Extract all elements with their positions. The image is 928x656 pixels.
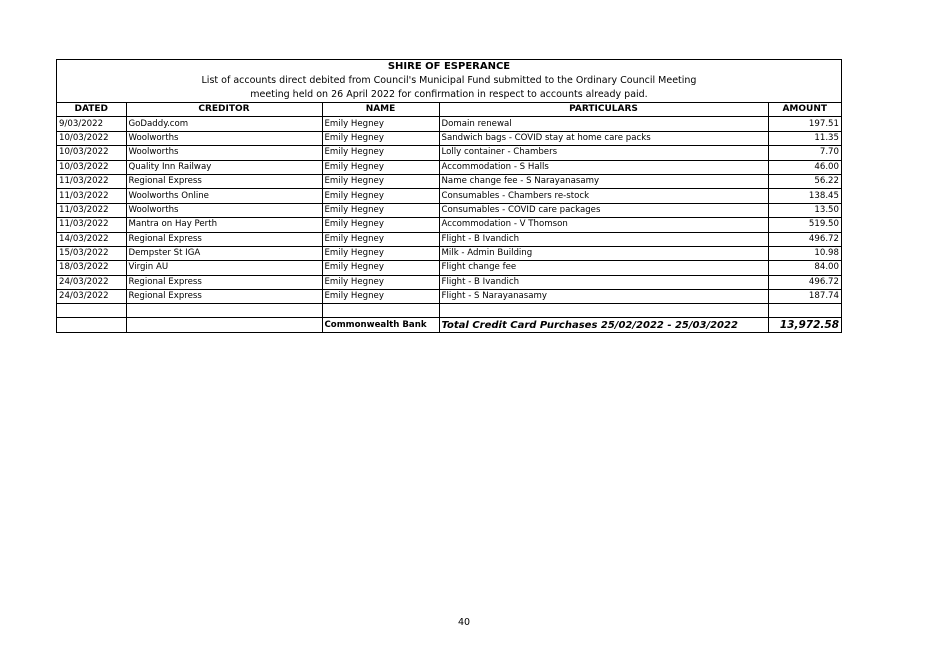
table-row [57,174,841,188]
table-row [57,203,841,217]
blank-cell [768,304,841,318]
cell-name: Emily Hegney [322,218,439,232]
cell-particulars: Flight - S Narayanasamy [439,290,768,304]
table-row [57,117,841,131]
cell-dated: 10/03/2022 [57,146,126,160]
cell-particulars: Flight change fee [439,261,768,275]
blank-cell [126,304,322,318]
report-subtitle-line1: List of accounts direct debited from Council's Municipal Fund submitted to the Ordinary Council Meeting [201,75,697,86]
cell-amount: 46.00 [768,160,841,174]
blank-row [57,304,841,318]
cell-creditor: Virgin AU [126,261,322,275]
table-row [57,160,841,174]
table-row [57,246,841,260]
table-row [57,218,841,232]
cell-creditor: Dempster St IGA [126,246,322,260]
cell-amount: 11.35 [768,131,841,145]
cell-name: Emily Hegney [322,275,439,289]
table-row [57,232,841,246]
cell-particulars: Name change fee - S Narayanasamy [439,174,768,188]
cell-amount: 197.51 [768,117,841,131]
column-header-particulars: PARTICULARS [439,103,768,117]
cell-amount: 496.72 [768,232,841,246]
cell-creditor: Quality Inn Railway [126,160,322,174]
blank-cell [322,304,439,318]
cell-dated: 10/03/2022 [57,131,126,145]
column-header-amount: AMOUNT [768,103,841,117]
cell-name: Emily Hegney [322,189,439,203]
total-name: Commonwealth Bank [322,318,439,333]
table-body [57,117,841,333]
cell-dated: 11/03/2022 [57,218,126,232]
cell-name: Emily Hegney [322,117,439,131]
cell-dated: 11/03/2022 [57,203,126,217]
report-title: SHIRE OF ESPERANCE [387,61,511,72]
column-header-dated: DATED [57,103,126,117]
cell-amount: 84.00 [768,261,841,275]
cell-name: Emily Hegney [322,261,439,275]
cell-amount: 496.72 [768,275,841,289]
column-header-creditor: CREDITOR [126,103,322,117]
table-row [57,131,841,145]
cell-dated: 15/03/2022 [57,246,126,260]
cell-creditor: Woolworths [126,131,322,145]
blank-cell [126,318,322,333]
report-header [57,60,841,102]
cell-amount: 138.45 [768,189,841,203]
cell-amount: 10.98 [768,246,841,260]
cell-name: Emily Hegney [322,203,439,217]
page-number: 40 [457,617,471,628]
cell-name: Emily Hegney [322,232,439,246]
cell-dated: 18/03/2022 [57,261,126,275]
total-amount: 13,972.58 [768,318,841,333]
column-header-name: NAME [322,103,439,117]
cell-particulars: Sandwich bags - COVID stay at home care packs [439,131,768,145]
blank-cell [57,318,126,333]
cell-particulars: Consumables - Chambers re-stock [439,189,768,203]
cell-dated: 24/03/2022 [57,275,126,289]
cell-amount: 187.74 [768,290,841,304]
cell-name: Emily Hegney [322,246,439,260]
cell-amount: 519.50 [768,218,841,232]
table-row [57,189,841,203]
report-subtitle-line2: meeting held on 26 April 2022 for confirmation in respect to accounts already paid. [250,89,648,100]
cell-amount: 56.22 [768,174,841,188]
blank-cell [57,304,126,318]
cell-dated: 24/03/2022 [57,290,126,304]
cell-creditor: Regional Express [126,232,322,246]
cell-creditor: Regional Express [126,174,322,188]
cell-dated: 10/03/2022 [57,160,126,174]
total-row [57,318,841,333]
cell-name: Emily Hegney [322,290,439,304]
cell-dated: 11/03/2022 [57,174,126,188]
table-row [57,290,841,304]
cell-particulars: Accommodation - V Thomson [439,218,768,232]
cell-creditor: Regional Express [126,290,322,304]
cell-particulars: Flight - B Ivandich [439,232,768,246]
cell-name: Emily Hegney [322,131,439,145]
table-row [57,261,841,275]
accounts-table [57,102,841,332]
blank-cell [439,304,768,318]
table-row [57,275,841,289]
cell-creditor: GoDaddy.com [126,117,322,131]
cell-particulars: Milk - Admin Building [439,246,768,260]
table-header-row [57,103,841,117]
cell-particulars: Consumables - COVID care packages [439,203,768,217]
accounts-sheet [56,59,842,333]
cell-creditor: Regional Express [126,275,322,289]
cell-particulars: Domain renewal [439,117,768,131]
cell-dated: 11/03/2022 [57,189,126,203]
cell-particulars: Accommodation - S Halls [439,160,768,174]
cell-particulars: Flight - B Ivandich [439,275,768,289]
cell-dated: 14/03/2022 [57,232,126,246]
cell-creditor: Woolworths Online [126,189,322,203]
cell-amount: 13.50 [768,203,841,217]
cell-name: Emily Hegney [322,174,439,188]
cell-particulars: Lolly container - Chambers [439,146,768,160]
cell-creditor: Woolworths [126,203,322,217]
table-row [57,146,841,160]
total-particulars: Total Credit Card Purchases 25/02/2022 - 25/03/2022 [439,318,768,333]
cell-creditor: Mantra on Hay Perth [126,218,322,232]
cell-dated: 9/03/2022 [57,117,126,131]
cell-name: Emily Hegney [322,146,439,160]
cell-creditor: Woolworths [126,146,322,160]
cell-amount: 7.70 [768,146,841,160]
cell-name: Emily Hegney [322,160,439,174]
